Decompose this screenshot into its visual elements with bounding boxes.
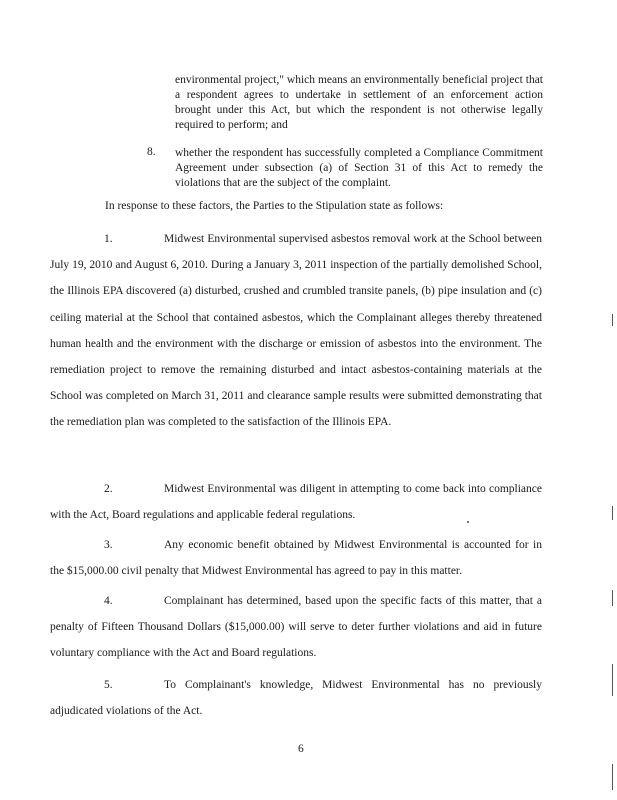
paragraph-number: 1.	[104, 233, 113, 245]
margin-mark	[612, 590, 613, 606]
paragraph-text: To Complainant's knowledge, Midwest Environmental has no previously adjudicated violations of the Act.	[50, 679, 542, 718]
paragraph-number: 2.	[104, 483, 113, 495]
paragraph-text: Midwest Environmental was diligent in attempting to come back into compliance with the Act, Board regulations and applicable federal regulations.	[50, 483, 542, 522]
item-8-text: whether the respondent has successfully completed a Compliance Commitment Agreement under subsection (a) of Section 31 of this Act to remedy the violations that are the subject of the complaint.	[175, 147, 543, 189]
paragraph-text: Any economic benefit obtained by Midwest Environmental is accounted for in the $15,000.00 civil penalty that Midwest Environmental has agreed to pay in this matter.	[50, 539, 542, 578]
margin-mark	[612, 314, 613, 326]
paragraph-text: Complainant has determined, based upon the specific facts of this matter, that a penalty of Fifteen Thousand Dollars ($15,000.00) will serve to deter further violations and aid in future voluntary compliance with the Act and Board regulations.	[50, 595, 542, 660]
margin-mark	[612, 506, 613, 520]
paragraph-number: 3.	[104, 539, 113, 551]
item-8-number: 8.	[147, 146, 156, 158]
paragraph-3	[50, 532, 542, 584]
lead-in-sentence: In response to these factors, the Parties to the Stipulation state as follows:	[105, 200, 444, 212]
margin-mark	[612, 664, 613, 696]
paragraph-1	[50, 226, 542, 436]
paragraph-text: Midwest Environmental supervised asbestos removal work at the School between July 19, 2010 and August 6, 2010. During a January 3, 2011 inspection of the partially demolished School, the Illinois EPA discovered (a) disturbed, crushed and crumbled transite panels, (b) pipe insulation and (c) ceiling material at the School that contained asbestos, which the Complainant alleges thereby threatened human health and the environment with the discharge or emission of asbestos into the environment. The remediation project to remove the remaining disturbed and intact asbestos-containing materials at the School was completed on March 31, 2011 and clearance sample results were submitted demonstrating that the remediation plan was completed to the satisfaction of the Illinois EPA.	[50, 233, 542, 429]
page-number: 6	[298, 743, 304, 755]
paragraph-4	[50, 588, 542, 667]
scan-speck	[467, 521, 469, 523]
paragraph-5	[50, 672, 542, 724]
item-7-continuation: environmental project," which means an environmentally beneficial project that a respondent agrees to undertake in settlement of an enforcement action brought under this Act, but which the respondent is not otherwise legally required to perform; and	[175, 74, 543, 131]
paragraph-number: 4.	[104, 595, 113, 607]
paragraph-number: 5.	[104, 679, 113, 691]
margin-mark	[612, 764, 613, 790]
